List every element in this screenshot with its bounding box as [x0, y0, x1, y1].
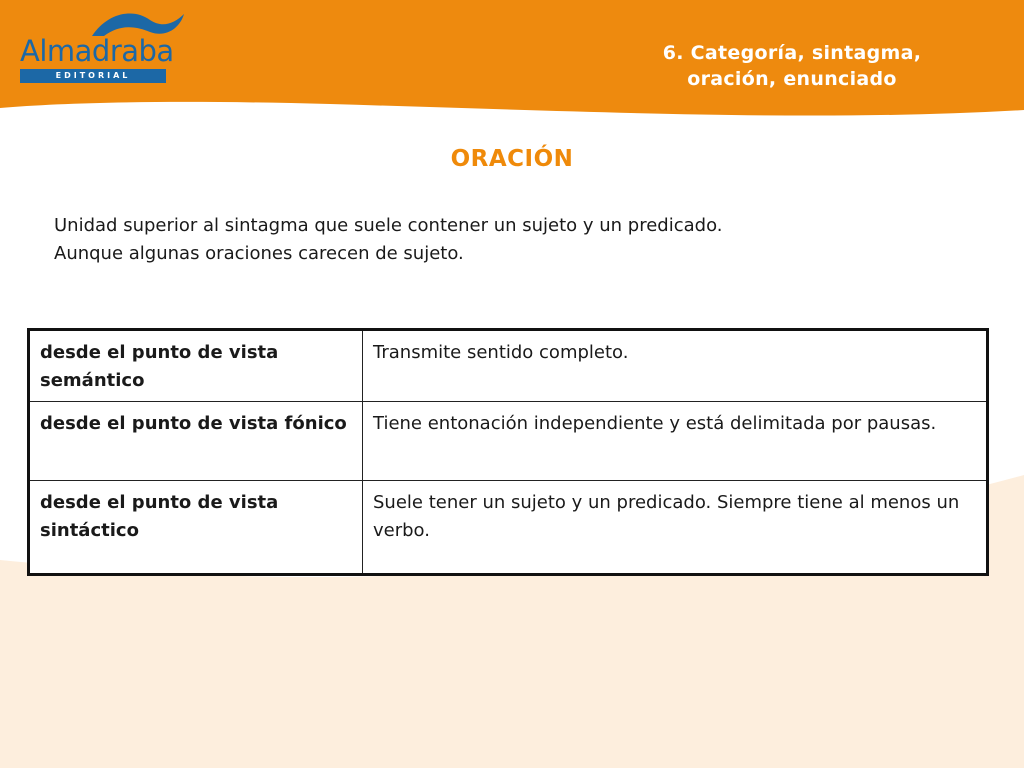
header-title-line2: oración, enunciado: [687, 68, 897, 90]
header-title-line1: 6. Categoría, sintagma,: [662, 42, 922, 64]
table-cell-term: desde el punto de vista semántico: [29, 330, 363, 402]
table-row: [29, 330, 988, 402]
table-cell-definition: Transmite sentido completo.: [363, 330, 988, 402]
slide-header-title: [612, 40, 972, 92]
description-line1: Unidad superior al sintagma que suele contener un sujeto y un predicado.: [54, 215, 723, 236]
table-cell-term: desde el punto de vista sintáctico: [29, 481, 363, 575]
logo-name: Almadraba: [20, 34, 174, 68]
table-row: [29, 481, 988, 575]
definition-table: [27, 328, 989, 576]
description: [54, 212, 954, 268]
table-cell-term: desde el punto de vista fónico: [29, 402, 363, 481]
table-cell-definition: Suele tener un sujeto y un predicado. Siempre tiene al menos un verbo.: [363, 481, 988, 575]
logo-subtitle: EDITORIAL: [20, 69, 166, 83]
table-cell-definition: Tiene entonación independiente y está delimitada por pausas.: [363, 402, 988, 481]
description-line2: Aunque algunas oraciones carecen de sujeto.: [54, 243, 464, 264]
publisher-logo: [20, 6, 174, 80]
table-row: [29, 402, 988, 481]
section-title: ORACIÓN: [450, 146, 574, 172]
